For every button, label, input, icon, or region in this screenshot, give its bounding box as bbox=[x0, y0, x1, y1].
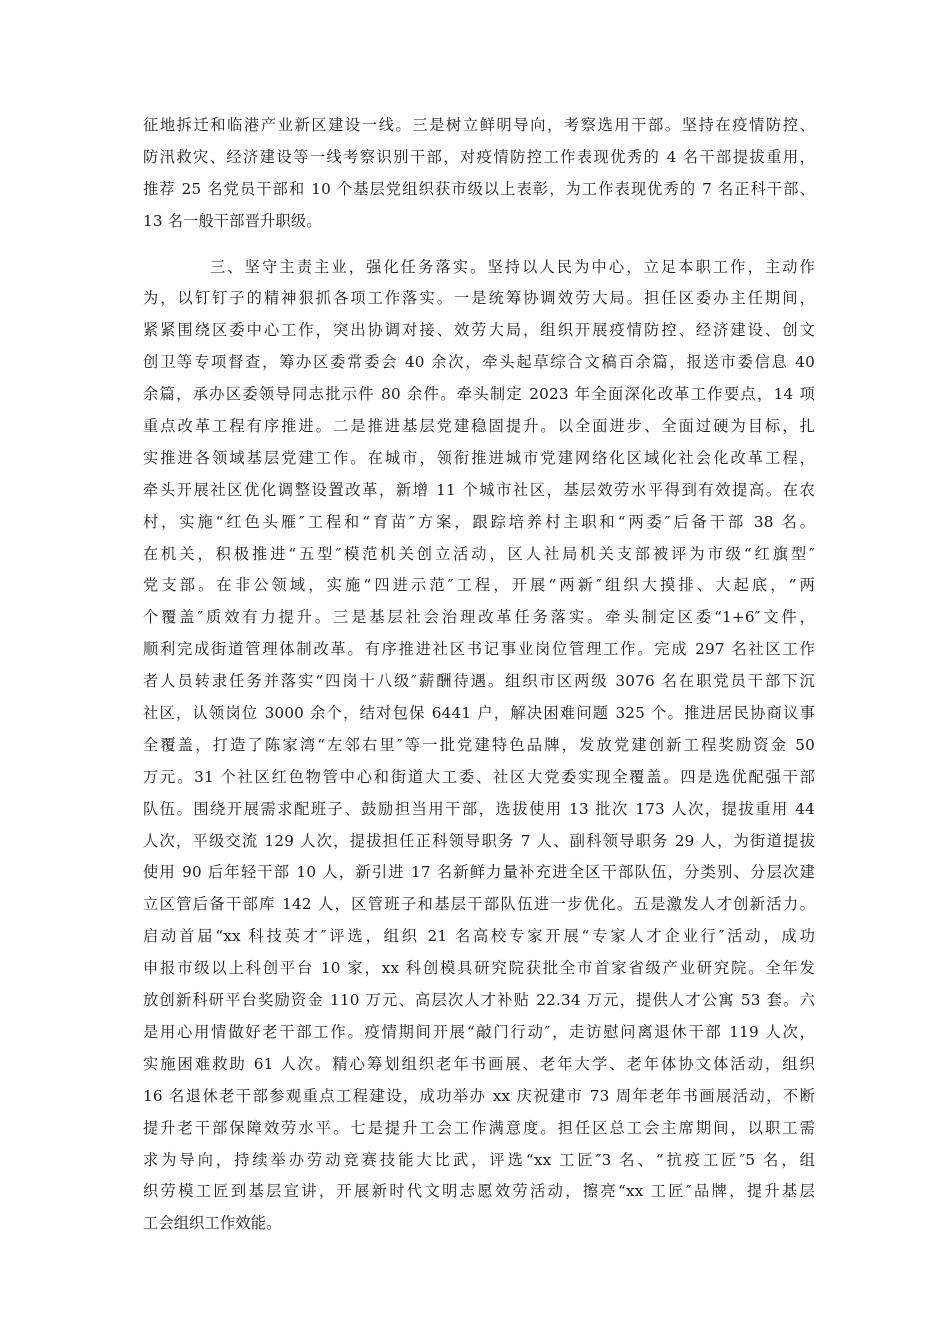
text-line: 推荐 25 名党员干部和 10 个基层党组织获市级以上表彰，为工作表现优秀的 7 名正科干部、 bbox=[143, 179, 815, 198]
text-line: 织劳模工匠到基层宣讲，开展新时代文明志愿效劳活动，擦亮“xx 工匠″品牌，提升基层 bbox=[143, 1182, 815, 1201]
text-line: 为，以钉钉子的精神狠抓各项工作落实。一是统筹协调效劳大局。担任区委办主任期间， bbox=[143, 289, 815, 308]
text-line: 是用心用情做好老干部工作。疫情期间开展“敲门行动″，走访慰问离退休干部 119 人次， bbox=[143, 1022, 815, 1041]
text-line: 13 名一般干部晋升职级。 bbox=[143, 211, 322, 230]
text-line: 牵头开展社区优化调整设置改革，新增 11 个城市社区，基层效劳水平得到有效提高。在农 bbox=[143, 480, 815, 499]
text-line: 实施困难救助 61 人次。精心筹划组织老年书画展、老年大学、老年体协文体活动，组织 bbox=[143, 1054, 815, 1073]
text-line: 使用 90 后年轻干部 10 人，新引进 17 名新鲜力量补充进全区干部队伍，分类别、分层次建 bbox=[143, 863, 815, 882]
text-line: 启动首届“xx 科技英才″评选，组织 21 名高校专家开展“专家人才企业行″活动，成功 bbox=[143, 927, 815, 946]
text-line: 社区，认领岗位 3000 余个，结对包保 6441 户，解决困难问题 325 个。推进居民协商议事 bbox=[143, 704, 815, 723]
text-line: 工会组织工作效能。 bbox=[143, 1214, 282, 1233]
text-line: 万元。31 个社区红色物管中心和街道大工委、社区大党委实现全覆盖。四是选优配强干部 bbox=[143, 767, 815, 786]
paragraph-cadre-selection bbox=[143, 110, 815, 238]
text-line: 实推进各领域基层党建工作。在城市，领衔推进城市党建网络化区域化社会化改革工程， bbox=[143, 448, 815, 467]
text-line: 求为导向，持续举办劳动竞赛技能大比武，评选“xx 工匠″3 名、“抗疫工匠″5 名，组 bbox=[143, 1150, 815, 1169]
text-line: 全覆盖，打造了陈家湾“左邻右里″等一批党建特色品牌，发放党建创新工程奖励资金 50 bbox=[143, 735, 815, 754]
text-line: 紧紧围绕区委中心工作，突出协调对接、效劳大局，组织开展疫情防控、经济建设、创文 bbox=[143, 321, 815, 340]
text-line: 余篇，承办区委领导同志批示件 80 余件。牵头制定 2023 年全面深化改革工作要点，14 项 bbox=[143, 385, 815, 404]
text-line: 立区管后备干部库 142 人，区管班子和基层干部队伍进一步优化。五是激发人才创新活力。 bbox=[143, 895, 815, 914]
text-line: 顺利完成街道管理体制改革。有序推进社区书记事业岗位管理工作。完成 297 名社区工作 bbox=[143, 640, 815, 659]
text-line: 村，实施“红色头雁″工程和“育苗″方案，跟踪培养村主职和“两委″后备干部 38 名。 bbox=[143, 512, 815, 531]
text-line: 个覆盖″质效有力提升。三是基层社会治理改革任务落实。牵头制定区委“1+6″文件， bbox=[143, 608, 815, 627]
paragraph-gap bbox=[143, 238, 815, 252]
text-line: 党支部。在非公领域，实施“四进示范″工程，开展“两新″组织大摸排、大起底，“两 bbox=[143, 576, 815, 595]
text-line: 防汛救灾、经济建设等一线考察识别干部，对疫情防控工作表现优秀的 4 名干部提拔重用， bbox=[143, 147, 815, 166]
text-line: 人次，平级交流 129 人次，提拔担任正科领导职务 7 人、副科领导职务 29 人，为街道提拔 bbox=[143, 831, 815, 850]
text-line: 创卫等专项督查，筹办区委常委会 40 余次，牵头起草综合文稿百余篇，报送市委信息 40 bbox=[143, 353, 815, 372]
text-line: 三、坚守主责主业，强化任务落实。坚持以人民为中心，立足本职工作，主动作 bbox=[210, 257, 815, 276]
paragraph-main-responsibility bbox=[143, 252, 815, 1241]
text-line: 重点改革工程有序推进。二是推进基层党建稳固提升。以全面进步、全面过硬为目标，扎 bbox=[143, 417, 815, 436]
text-line: 在机关，积极推进“五型″模范机关创立活动，区人社局机关支部被评为市级“红旗型″ bbox=[143, 544, 815, 563]
text-line: 提升老干部保障效劳水平。七是提升工会工作满意度。担任区总工会主席期间，以职工需 bbox=[143, 1118, 815, 1137]
text-line: 放创新科研平台奖励资金 110 万元、高层次人才补贴 22.34 万元，提供人才公寓 53 套。六 bbox=[143, 991, 815, 1010]
text-line: 16 名退休老干部参观重点工程建设，成功举办 xx 庆祝建市 73 周年老年书画展活动，不断 bbox=[143, 1086, 815, 1105]
text-line: 征地拆迁和临港产业新区建设一线。三是树立鲜明导向，考察选用干部。坚持在疫情防控、 bbox=[143, 116, 815, 134]
text-line: 者人员转隶任务并落实“四岗十八级″薪酬待遇。组织市区两级 3076 名在职党员干部下沉 bbox=[143, 672, 815, 691]
document-page bbox=[143, 110, 815, 1240]
text-line: 队伍。围绕开展需求配班子、鼓励担当用干部，选拔使用 13 批次 173 人次，提拔重用 44 bbox=[143, 799, 815, 818]
text-line: 申报市级以上科创平台 10 家，xx 科创模具研究院获批全市首家省级产业研究院。全年发 bbox=[143, 959, 815, 978]
